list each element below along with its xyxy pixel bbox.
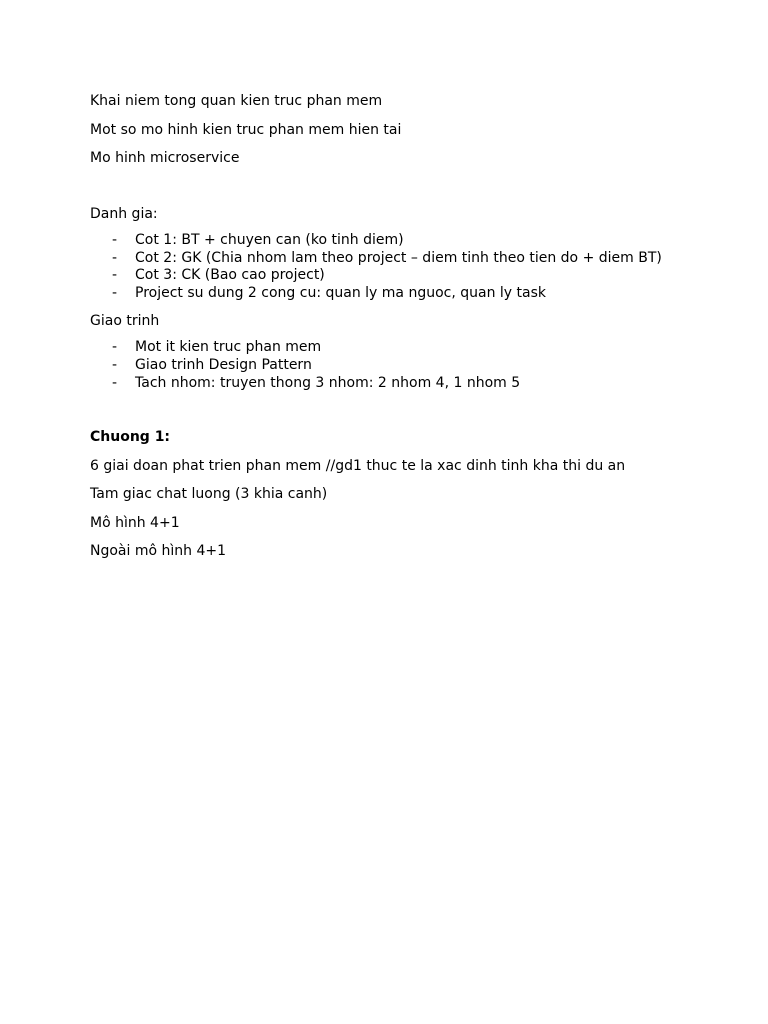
chapter-line: 6 giai doan phat trien phan mem //gd1 thuc te la xac dinh tinh kha thi du an [90, 457, 626, 474]
chapter-line: Tam giac chat luong (3 khia canh) [90, 486, 328, 503]
giao-trinh-heading: Giao trinh [90, 312, 160, 329]
bullet-dash: - [112, 339, 118, 356]
list-item [90, 375, 730, 393]
list-item-text: Cot 2: GK (Chia nhom lam theo project – diem tinh theo tien do + diem BT) [135, 249, 662, 266]
list-item [90, 339, 730, 357]
blank-line [90, 177, 730, 204]
danh-gia-list [90, 232, 730, 303]
chapter-line: Mô hình 4+1 [90, 514, 180, 531]
list-item-text: Cot 1: BT + chuyen can (ko tinh diem) [135, 232, 404, 248]
bullet-dash: - [112, 232, 118, 248]
bullet-dash: - [112, 267, 118, 284]
list-item-text: Cot 3: CK (Bao cao project) [135, 267, 325, 284]
chapter-line: Ngoài mô hình 4+1 [90, 543, 227, 560]
giao-trinh-list [90, 339, 730, 392]
list-item-text: Mot it kien truc phan mem [135, 339, 322, 356]
list-item [90, 285, 730, 303]
list-item [90, 250, 730, 268]
document-page [90, 91, 730, 570]
blank-line [90, 400, 730, 427]
bullet-dash: - [112, 285, 118, 302]
intro-line: Mot so mo hinh kien truc phan mem hien tai [90, 121, 402, 138]
list-item [90, 267, 730, 285]
intro-line: Khai niem tong quan kien truc phan mem [90, 93, 383, 109]
danh-gia-heading: Danh gia: [90, 205, 158, 222]
bullet-dash: - [112, 356, 118, 373]
bullet-dash: - [112, 374, 118, 391]
list-item [90, 357, 730, 375]
list-item-text: Project su dung 2 cong cu: quan ly ma nguoc, quan ly task [135, 285, 547, 302]
list-item-text: Tach nhom: truyen thong 3 nhom: 2 nhom 4, 1 nhom 5 [135, 374, 521, 391]
list-item [90, 232, 730, 250]
intro-line: Mo hinh microservice [90, 150, 240, 166]
chapter-heading: Chuong 1: [90, 429, 171, 446]
list-item-text: Giao trinh Design Pattern [135, 356, 312, 373]
bullet-dash: - [112, 249, 118, 266]
